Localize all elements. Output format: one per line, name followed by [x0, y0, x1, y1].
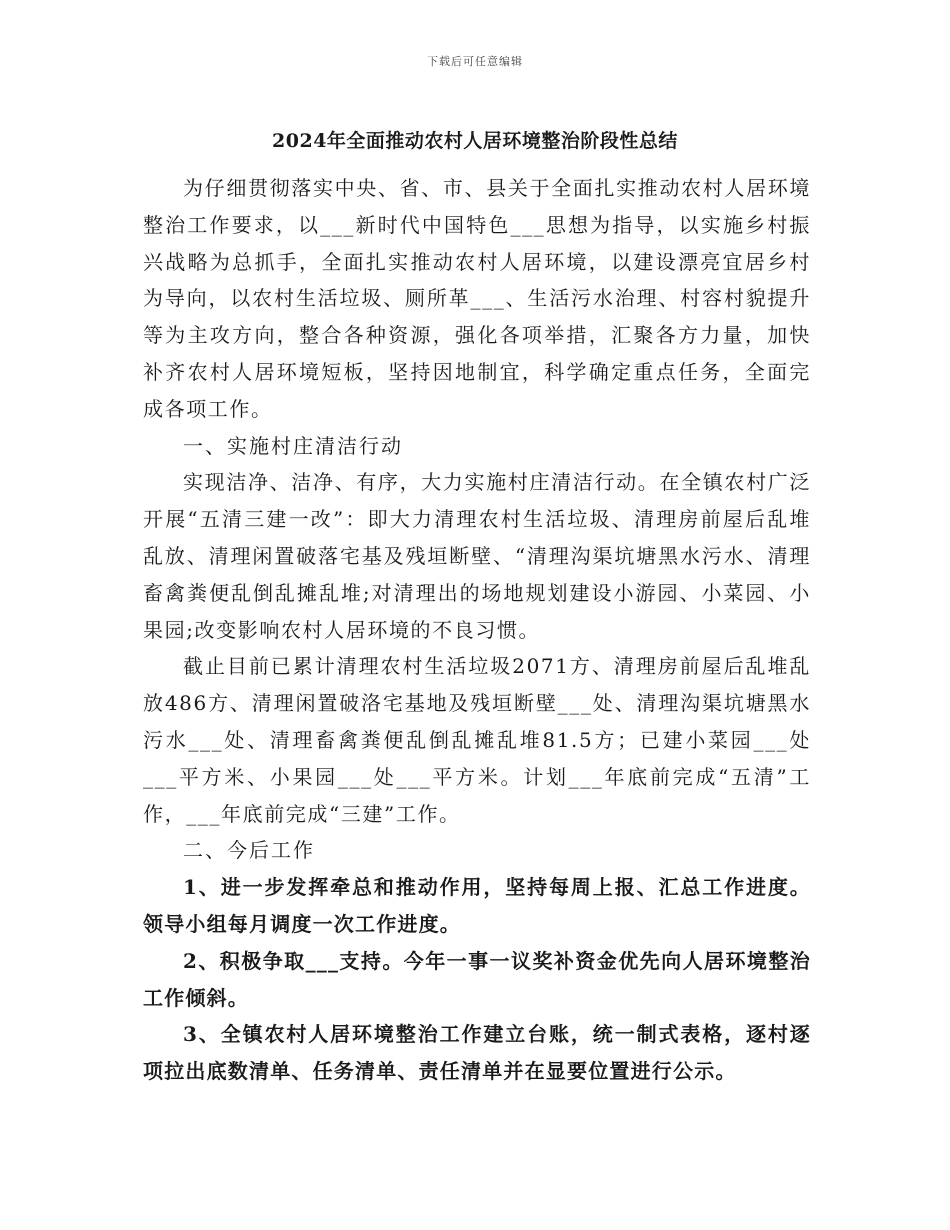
task-item-1: 1、进一步发挥牵总和推动作用，坚持每周上报、汇总工作进度。领导小组每月调度一次工作进度。 — [143, 875, 811, 936]
paragraph-intro: 为仔细贯彻落实中央、省、市、县关于全面扎实推动农村人居环境整治工作要求，以___新时代中国特色___思想为指导，以实施乡村振兴战略为总抓手，全面扎实推动农村人居环境，以建设漂亮宜居乡村为导向，以农村生活垃圾、厕所革___、生活污水治理、村容村貌提升等为主攻方向，整合各种资源，强化各项举措，汇聚各方力量，加快补齐农村人居环境短板，坚持因地制宜，科学确定重点任务，全面完成各项工作。 — [143, 176, 811, 421]
document-title: 2024年全面推动农村人居环境整治阶段性总结 — [272, 130, 678, 152]
task-item-2: 2、积极争取___支持。今年一事一议奖补资金优先向人居环境整治工作倾斜。 — [143, 948, 811, 1010]
page-header-note: 下载后可任意编辑 — [427, 55, 523, 68]
section-heading-1: 一、实施村庄清洁行动 — [183, 433, 403, 458]
document-body — [143, 170, 811, 1090]
paragraph-clean-action: 实现洁净、洁净、有序，大力实施村庄清洁行动。在全镇农村广泛开展“五清三建一改”：即大力清理农村生活垃圾、清理房前屋后乱堆乱放、清理闲置破落宅基及残垣断壁、“清理沟渠坑塘黑水污水、清理畜禽粪便乱倒乱摊乱堆;对清理出的场地规划建设小游园、小菜园、小果园;改变影响农村人居环境的不良习惯。 — [143, 470, 811, 642]
paragraph-progress: 截止目前已累计清理农村生活垃圾2071方、清理房前屋后乱堆乱放486方、清理闲置破洛宅基地及残垣断壁___处、清理沟渠坑塘黑水污水___处、清理畜禽粪便乱倒乱摊乱堆81.5方；已建小菜园___处___平方米、小果园___处___平方米。计划___年底前完成“五清”工作，___年底前完成“三建”工作。 — [143, 654, 811, 826]
section-heading-2: 二、今后工作 — [183, 838, 315, 863]
task-item-3: 3、全镇农村人居环境整治工作建立台账，统一制式表格，逐村逐项拉出底数清单、任务清单、责任清单并在显要位置进行公示。 — [143, 1022, 811, 1084]
